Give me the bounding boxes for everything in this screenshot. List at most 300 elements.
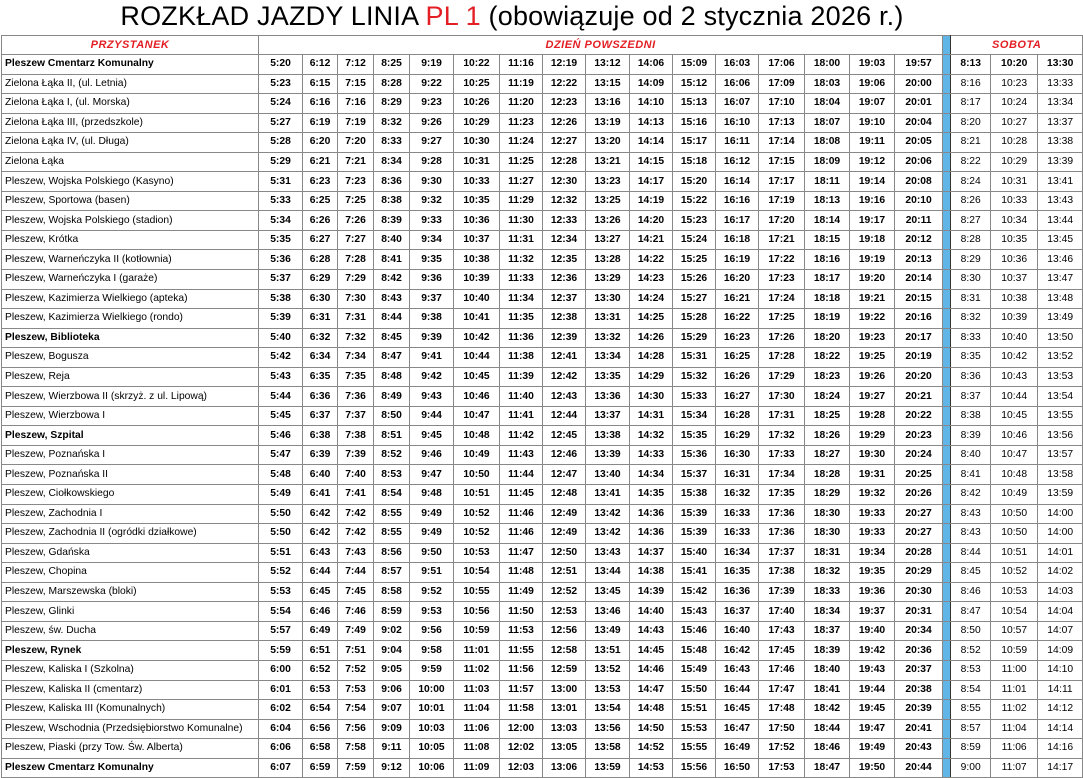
saturday-departure: 13:33 bbox=[1038, 74, 1083, 94]
weekday-departure: 15:16 bbox=[673, 113, 716, 133]
weekday-departure: 6:51 bbox=[303, 641, 338, 661]
weekday-departure: 13:52 bbox=[586, 660, 630, 680]
weekday-departure: 8:32 bbox=[374, 113, 410, 133]
weekday-departure: 9:34 bbox=[410, 230, 454, 250]
saturday-departure: 13:55 bbox=[1038, 406, 1083, 426]
saturday-departure: 10:36 bbox=[991, 250, 1038, 270]
saturday-departure: 8:41 bbox=[951, 465, 991, 485]
weekday-departure: 7:26 bbox=[338, 211, 374, 231]
saturday-departure: 11:07 bbox=[991, 758, 1038, 778]
weekday-departure: 15:41 bbox=[673, 563, 716, 583]
weekday-departure: 17:31 bbox=[759, 406, 805, 426]
table-row bbox=[2, 485, 1083, 505]
weekday-departure: 7:37 bbox=[338, 406, 374, 426]
weekday-departure: 7:58 bbox=[338, 739, 374, 759]
weekday-departure: 15:50 bbox=[673, 680, 716, 700]
saturday-departure: 8:44 bbox=[951, 543, 991, 563]
saturday-departure: 8:22 bbox=[951, 152, 991, 172]
saturday-departure: 10:37 bbox=[991, 270, 1038, 290]
weekday-departure: 12:49 bbox=[543, 504, 586, 524]
column-separator bbox=[943, 504, 951, 524]
weekday-departure: 9:35 bbox=[410, 250, 454, 270]
weekday-departure: 11:46 bbox=[500, 524, 543, 544]
weekday-departure: 7:35 bbox=[338, 367, 374, 387]
weekday-departure: 13:53 bbox=[586, 680, 630, 700]
weekday-departure: 19:50 bbox=[850, 758, 895, 778]
column-separator bbox=[943, 74, 951, 94]
weekday-departure: 11:50 bbox=[500, 602, 543, 622]
weekday-departure: 18:32 bbox=[805, 563, 850, 583]
saturday-departure: 8:46 bbox=[951, 582, 991, 602]
weekday-departure: 14:22 bbox=[630, 250, 673, 270]
weekday-departure: 18:04 bbox=[805, 94, 850, 114]
saturday-departure: 13:30 bbox=[1038, 55, 1083, 75]
table-row bbox=[2, 309, 1083, 329]
stop-name: Pleszew, Kazimierza Wielkiego (rondo) bbox=[2, 309, 259, 329]
weekday-departure: 7:46 bbox=[338, 602, 374, 622]
weekday-departure: 14:45 bbox=[630, 641, 673, 661]
weekday-departure: 12:51 bbox=[543, 563, 586, 583]
weekday-departure: 19:06 bbox=[850, 74, 895, 94]
weekday-departure: 6:28 bbox=[303, 250, 338, 270]
saturday-departure: 8:53 bbox=[951, 660, 991, 680]
weekday-departure: 10:36 bbox=[454, 211, 500, 231]
weekday-departure: 6:36 bbox=[303, 387, 338, 407]
weekday-departure: 16:30 bbox=[716, 445, 759, 465]
stop-name: Pleszew, Krótka bbox=[2, 230, 259, 250]
weekday-departure: 17:46 bbox=[759, 660, 805, 680]
table-row bbox=[2, 563, 1083, 583]
weekday-departure: 7:32 bbox=[338, 328, 374, 348]
weekday-departure: 9:07 bbox=[374, 700, 410, 720]
weekday-departure: 14:13 bbox=[630, 113, 673, 133]
weekday-departure: 15:55 bbox=[673, 739, 716, 759]
weekday-departure: 16:43 bbox=[716, 660, 759, 680]
weekday-departure: 13:15 bbox=[586, 74, 630, 94]
weekday-departure: 12:41 bbox=[543, 348, 586, 368]
weekday-departure: 6:25 bbox=[303, 191, 338, 211]
weekday-departure: 14:24 bbox=[630, 289, 673, 309]
weekday-departure: 13:41 bbox=[586, 485, 630, 505]
weekday-departure: 19:33 bbox=[850, 524, 895, 544]
weekday-departure: 14:30 bbox=[630, 387, 673, 407]
table-row bbox=[2, 660, 1083, 680]
weekday-departure: 12:45 bbox=[543, 426, 586, 446]
weekday-departure: 9:50 bbox=[410, 543, 454, 563]
stop-name: Pleszew, Reja bbox=[2, 367, 259, 387]
column-separator bbox=[943, 641, 951, 661]
weekday-departure: 17:35 bbox=[759, 485, 805, 505]
weekday-departure: 14:39 bbox=[630, 582, 673, 602]
weekday-departure: 16:34 bbox=[716, 543, 759, 563]
weekday-departure: 19:03 bbox=[850, 55, 895, 75]
table-row bbox=[2, 524, 1083, 544]
weekday-departure: 6:45 bbox=[303, 582, 338, 602]
weekday-departure: 11:27 bbox=[500, 172, 543, 192]
weekday-departure: 11:31 bbox=[500, 230, 543, 250]
column-separator bbox=[943, 94, 951, 114]
weekday-departure: 12:33 bbox=[543, 211, 586, 231]
weekday-departure: 10:33 bbox=[454, 172, 500, 192]
table-row bbox=[2, 719, 1083, 739]
weekday-departure: 6:12 bbox=[303, 55, 338, 75]
weekday-departure: 13:37 bbox=[586, 406, 630, 426]
weekday-departure: 18:15 bbox=[805, 230, 850, 250]
weekday-departure: 16:22 bbox=[716, 309, 759, 329]
saturday-departure: 13:45 bbox=[1038, 230, 1083, 250]
weekday-departure: 9:09 bbox=[374, 719, 410, 739]
table-row bbox=[2, 543, 1083, 563]
weekday-departure: 8:36 bbox=[374, 172, 410, 192]
weekday-departure: 17:48 bbox=[759, 700, 805, 720]
weekday-departure: 8:47 bbox=[374, 348, 410, 368]
weekday-departure: 7:25 bbox=[338, 191, 374, 211]
saturday-departure: 8:37 bbox=[951, 387, 991, 407]
weekday-departure: 16:06 bbox=[716, 74, 759, 94]
weekday-departure: 10:48 bbox=[454, 426, 500, 446]
weekday-departure: 13:28 bbox=[586, 250, 630, 270]
saturday-departure: 13:46 bbox=[1038, 250, 1083, 270]
weekday-departure: 18:11 bbox=[805, 172, 850, 192]
weekday-departure: 13:00 bbox=[543, 680, 586, 700]
weekday-departure: 19:32 bbox=[850, 485, 895, 505]
table-row bbox=[2, 700, 1083, 720]
column-separator bbox=[943, 485, 951, 505]
weekday-departure: 17:45 bbox=[759, 641, 805, 661]
stop-name: Pleszew, Chopina bbox=[2, 563, 259, 583]
saturday-departure: 14:07 bbox=[1038, 621, 1083, 641]
weekday-departure: 9:06 bbox=[374, 680, 410, 700]
header-saturday: SOBOTA bbox=[951, 36, 1083, 55]
saturday-departure: 14:01 bbox=[1038, 543, 1083, 563]
weekday-departure: 6:19 bbox=[303, 113, 338, 133]
weekday-departure: 17:50 bbox=[759, 719, 805, 739]
weekday-departure: 16:03 bbox=[716, 55, 759, 75]
weekday-departure: 9:32 bbox=[410, 191, 454, 211]
weekday-departure: 13:38 bbox=[586, 426, 630, 446]
saturday-departure: 10:51 bbox=[991, 543, 1038, 563]
column-separator bbox=[943, 133, 951, 153]
saturday-departure: 11:00 bbox=[991, 660, 1038, 680]
weekday-departure: 11:55 bbox=[500, 641, 543, 661]
weekday-departure: 9:49 bbox=[410, 504, 454, 524]
stop-name: Pleszew, Wierzbowa II (skrzyż. z ul. Lipową) bbox=[2, 387, 259, 407]
weekday-departure: 7:41 bbox=[338, 485, 374, 505]
weekday-departure: 7:54 bbox=[338, 700, 374, 720]
weekday-departure: 16:28 bbox=[716, 406, 759, 426]
column-separator bbox=[943, 445, 951, 465]
weekday-departure: 17:22 bbox=[759, 250, 805, 270]
weekday-departure: 11:16 bbox=[500, 55, 543, 75]
weekday-departure: 19:37 bbox=[850, 602, 895, 622]
saturday-departure: 10:34 bbox=[991, 211, 1038, 231]
weekday-departure: 11:38 bbox=[500, 348, 543, 368]
weekday-departure: 11:29 bbox=[500, 191, 543, 211]
weekday-departure: 18:14 bbox=[805, 211, 850, 231]
weekday-departure: 11:36 bbox=[500, 328, 543, 348]
saturday-departure: 10:28 bbox=[991, 133, 1038, 153]
weekday-departure: 13:26 bbox=[586, 211, 630, 231]
stop-name: Pleszew, Rynek bbox=[2, 641, 259, 661]
weekday-departure: 16:19 bbox=[716, 250, 759, 270]
weekday-departure: 5:20 bbox=[259, 55, 303, 75]
weekday-departure: 8:51 bbox=[374, 426, 410, 446]
header-stop: PRZYSTANEK bbox=[2, 36, 259, 55]
weekday-departure: 17:47 bbox=[759, 680, 805, 700]
weekday-departure: 18:17 bbox=[805, 270, 850, 290]
weekday-departure: 10:41 bbox=[454, 309, 500, 329]
weekday-departure: 12:59 bbox=[543, 660, 586, 680]
saturday-departure: 10:54 bbox=[991, 602, 1038, 622]
weekday-departure: 9:37 bbox=[410, 289, 454, 309]
saturday-departure: 13:47 bbox=[1038, 270, 1083, 290]
weekday-departure: 6:23 bbox=[303, 172, 338, 192]
weekday-departure: 6:42 bbox=[303, 524, 338, 544]
weekday-departure: 15:33 bbox=[673, 387, 716, 407]
weekday-departure: 19:27 bbox=[850, 387, 895, 407]
weekday-departure: 9:23 bbox=[410, 94, 454, 114]
weekday-departure: 10:50 bbox=[454, 465, 500, 485]
column-separator bbox=[943, 55, 951, 75]
weekday-departure: 19:22 bbox=[850, 309, 895, 329]
weekday-departure: 8:28 bbox=[374, 74, 410, 94]
weekday-departure: 13:34 bbox=[586, 348, 630, 368]
weekday-departure: 14:31 bbox=[630, 406, 673, 426]
weekday-departure: 10:35 bbox=[454, 191, 500, 211]
weekday-departure: 20:30 bbox=[895, 582, 943, 602]
saturday-departure: 11:04 bbox=[991, 719, 1038, 739]
weekday-departure: 11:56 bbox=[500, 660, 543, 680]
weekday-departure: 17:10 bbox=[759, 94, 805, 114]
saturday-departure: 13:48 bbox=[1038, 289, 1083, 309]
weekday-departure: 11:45 bbox=[500, 485, 543, 505]
stop-name: Pleszew, Kaliska II (cmentarz) bbox=[2, 680, 259, 700]
weekday-departure: 11:04 bbox=[454, 700, 500, 720]
weekday-departure: 13:59 bbox=[586, 758, 630, 778]
weekday-departure: 5:46 bbox=[259, 426, 303, 446]
weekday-departure: 5:49 bbox=[259, 485, 303, 505]
saturday-departure: 14:00 bbox=[1038, 504, 1083, 524]
weekday-departure: 19:10 bbox=[850, 113, 895, 133]
weekday-departure: 13:16 bbox=[586, 94, 630, 114]
weekday-departure: 7:36 bbox=[338, 387, 374, 407]
weekday-departure: 11:19 bbox=[500, 74, 543, 94]
saturday-departure: 13:59 bbox=[1038, 485, 1083, 505]
weekday-departure: 8:25 bbox=[374, 55, 410, 75]
weekday-departure: 14:52 bbox=[630, 739, 673, 759]
table-row bbox=[2, 387, 1083, 407]
table-row bbox=[2, 211, 1083, 231]
weekday-departure: 20:13 bbox=[895, 250, 943, 270]
weekday-departure: 12:23 bbox=[543, 94, 586, 114]
weekday-departure: 18:28 bbox=[805, 465, 850, 485]
weekday-departure: 18:33 bbox=[805, 582, 850, 602]
weekday-departure: 19:40 bbox=[850, 621, 895, 641]
column-separator bbox=[943, 582, 951, 602]
weekday-departure: 16:10 bbox=[716, 113, 759, 133]
saturday-departure: 8:38 bbox=[951, 406, 991, 426]
saturday-departure: 14:12 bbox=[1038, 700, 1083, 720]
weekday-departure: 11:39 bbox=[500, 367, 543, 387]
weekday-departure: 15:17 bbox=[673, 133, 716, 153]
weekday-departure: 6:26 bbox=[303, 211, 338, 231]
weekday-departure: 8:57 bbox=[374, 563, 410, 583]
weekday-departure: 17:21 bbox=[759, 230, 805, 250]
weekday-departure: 18:26 bbox=[805, 426, 850, 446]
weekday-departure: 5:36 bbox=[259, 250, 303, 270]
weekday-departure: 15:29 bbox=[673, 328, 716, 348]
saturday-departure: 13:39 bbox=[1038, 152, 1083, 172]
weekday-departure: 8:42 bbox=[374, 270, 410, 290]
weekday-departure: 16:27 bbox=[716, 387, 759, 407]
saturday-departure: 13:53 bbox=[1038, 367, 1083, 387]
weekday-departure: 15:23 bbox=[673, 211, 716, 231]
weekday-departure: 16:36 bbox=[716, 582, 759, 602]
weekday-departure: 12:34 bbox=[543, 230, 586, 250]
weekday-departure: 18:07 bbox=[805, 113, 850, 133]
weekday-departure: 14:15 bbox=[630, 152, 673, 172]
weekday-departure: 19:18 bbox=[850, 230, 895, 250]
weekday-departure: 16:44 bbox=[716, 680, 759, 700]
weekday-departure: 15:42 bbox=[673, 582, 716, 602]
column-separator bbox=[943, 700, 951, 720]
weekday-departure: 7:34 bbox=[338, 348, 374, 368]
weekday-departure: 9:59 bbox=[410, 660, 454, 680]
weekday-departure: 12:19 bbox=[543, 55, 586, 75]
saturday-departure: 8:39 bbox=[951, 426, 991, 446]
weekday-departure: 12:32 bbox=[543, 191, 586, 211]
weekday-departure: 6:49 bbox=[303, 621, 338, 641]
weekday-departure: 12:52 bbox=[543, 582, 586, 602]
saturday-departure: 14:00 bbox=[1038, 524, 1083, 544]
weekday-departure: 15:09 bbox=[673, 55, 716, 75]
weekday-departure: 17:53 bbox=[759, 758, 805, 778]
column-separator bbox=[943, 230, 951, 250]
weekday-departure: 13:35 bbox=[586, 367, 630, 387]
weekday-departure: 16:45 bbox=[716, 700, 759, 720]
weekday-departure: 12:39 bbox=[543, 328, 586, 348]
weekday-departure: 15:36 bbox=[673, 445, 716, 465]
weekday-departure: 8:53 bbox=[374, 465, 410, 485]
saturday-departure: 10:53 bbox=[991, 582, 1038, 602]
weekday-departure: 5:52 bbox=[259, 563, 303, 583]
weekday-departure: 13:54 bbox=[586, 700, 630, 720]
weekday-departure: 8:29 bbox=[374, 94, 410, 114]
weekday-departure: 20:14 bbox=[895, 270, 943, 290]
table-row bbox=[2, 152, 1083, 172]
weekday-departure: 14:48 bbox=[630, 700, 673, 720]
weekday-departure: 16:16 bbox=[716, 191, 759, 211]
weekday-departure: 12:02 bbox=[500, 739, 543, 759]
weekday-departure: 12:28 bbox=[543, 152, 586, 172]
weekday-departure: 7:56 bbox=[338, 719, 374, 739]
weekday-departure: 7:19 bbox=[338, 113, 374, 133]
weekday-departure: 5:44 bbox=[259, 387, 303, 407]
weekday-departure: 17:32 bbox=[759, 426, 805, 446]
weekday-departure: 13:31 bbox=[586, 309, 630, 329]
weekday-departure: 10:05 bbox=[410, 739, 454, 759]
weekday-departure: 17:39 bbox=[759, 582, 805, 602]
saturday-departure: 13:43 bbox=[1038, 191, 1083, 211]
weekday-departure: 13:01 bbox=[543, 700, 586, 720]
weekday-departure: 6:42 bbox=[303, 504, 338, 524]
saturday-departure: 8:45 bbox=[951, 563, 991, 583]
weekday-departure: 10:55 bbox=[454, 582, 500, 602]
stop-name: Pleszew, Poznańska I bbox=[2, 445, 259, 465]
weekday-departure: 9:56 bbox=[410, 621, 454, 641]
saturday-departure: 10:20 bbox=[991, 55, 1038, 75]
weekday-departure: 18:27 bbox=[805, 445, 850, 465]
stop-name: Pleszew, Warneńczyka I (garaże) bbox=[2, 270, 259, 290]
weekday-departure: 17:33 bbox=[759, 445, 805, 465]
weekday-departure: 15:39 bbox=[673, 524, 716, 544]
weekday-departure: 16:37 bbox=[716, 602, 759, 622]
weekday-departure: 16:25 bbox=[716, 348, 759, 368]
saturday-departure: 10:44 bbox=[991, 387, 1038, 407]
saturday-departure: 10:27 bbox=[991, 113, 1038, 133]
weekday-departure: 13:51 bbox=[586, 641, 630, 661]
weekday-departure: 17:36 bbox=[759, 504, 805, 524]
column-separator bbox=[943, 211, 951, 231]
weekday-departure: 10:30 bbox=[454, 133, 500, 153]
weekday-departure: 8:38 bbox=[374, 191, 410, 211]
weekday-departure: 7:15 bbox=[338, 74, 374, 94]
weekday-departure: 20:27 bbox=[895, 524, 943, 544]
stop-name: Pleszew, Wojska Polskiego (Kasyno) bbox=[2, 172, 259, 192]
weekday-departure: 7:28 bbox=[338, 250, 374, 270]
weekday-departure: 16:49 bbox=[716, 739, 759, 759]
weekday-departure: 10:52 bbox=[454, 504, 500, 524]
saturday-departure: 10:46 bbox=[991, 426, 1038, 446]
saturday-departure: 10:59 bbox=[991, 641, 1038, 661]
weekday-departure: 12:56 bbox=[543, 621, 586, 641]
saturday-departure: 14:10 bbox=[1038, 660, 1083, 680]
weekday-departure: 6:04 bbox=[259, 719, 303, 739]
weekday-departure: 8:49 bbox=[374, 387, 410, 407]
weekday-departure: 13:29 bbox=[586, 270, 630, 290]
weekday-departure: 10:06 bbox=[410, 758, 454, 778]
weekday-departure: 11:40 bbox=[500, 387, 543, 407]
stop-name: Pleszew, Kazimierza Wielkiego (apteka) bbox=[2, 289, 259, 309]
weekday-departure: 15:39 bbox=[673, 504, 716, 524]
saturday-departure: 8:35 bbox=[951, 348, 991, 368]
weekday-departure: 18:29 bbox=[805, 485, 850, 505]
saturday-departure: 10:45 bbox=[991, 406, 1038, 426]
weekday-departure: 17:28 bbox=[759, 348, 805, 368]
weekday-departure: 5:43 bbox=[259, 367, 303, 387]
weekday-departure: 7:42 bbox=[338, 504, 374, 524]
saturday-departure: 10:29 bbox=[991, 152, 1038, 172]
table-row bbox=[2, 621, 1083, 641]
table-row bbox=[2, 133, 1083, 153]
weekday-departure: 16:26 bbox=[716, 367, 759, 387]
table-row bbox=[2, 739, 1083, 759]
weekday-departure: 6:31 bbox=[303, 309, 338, 329]
saturday-departure: 13:44 bbox=[1038, 211, 1083, 231]
saturday-departure: 13:50 bbox=[1038, 328, 1083, 348]
table-row bbox=[2, 426, 1083, 446]
table-row bbox=[2, 348, 1083, 368]
weekday-departure: 12:22 bbox=[543, 74, 586, 94]
weekday-departure: 16:12 bbox=[716, 152, 759, 172]
weekday-departure: 6:27 bbox=[303, 230, 338, 250]
weekday-departure: 17:24 bbox=[759, 289, 805, 309]
column-separator bbox=[943, 270, 951, 290]
weekday-departure: 9:44 bbox=[410, 406, 454, 426]
saturday-departure: 8:16 bbox=[951, 74, 991, 94]
weekday-departure: 13:36 bbox=[586, 387, 630, 407]
weekday-departure: 19:47 bbox=[850, 719, 895, 739]
